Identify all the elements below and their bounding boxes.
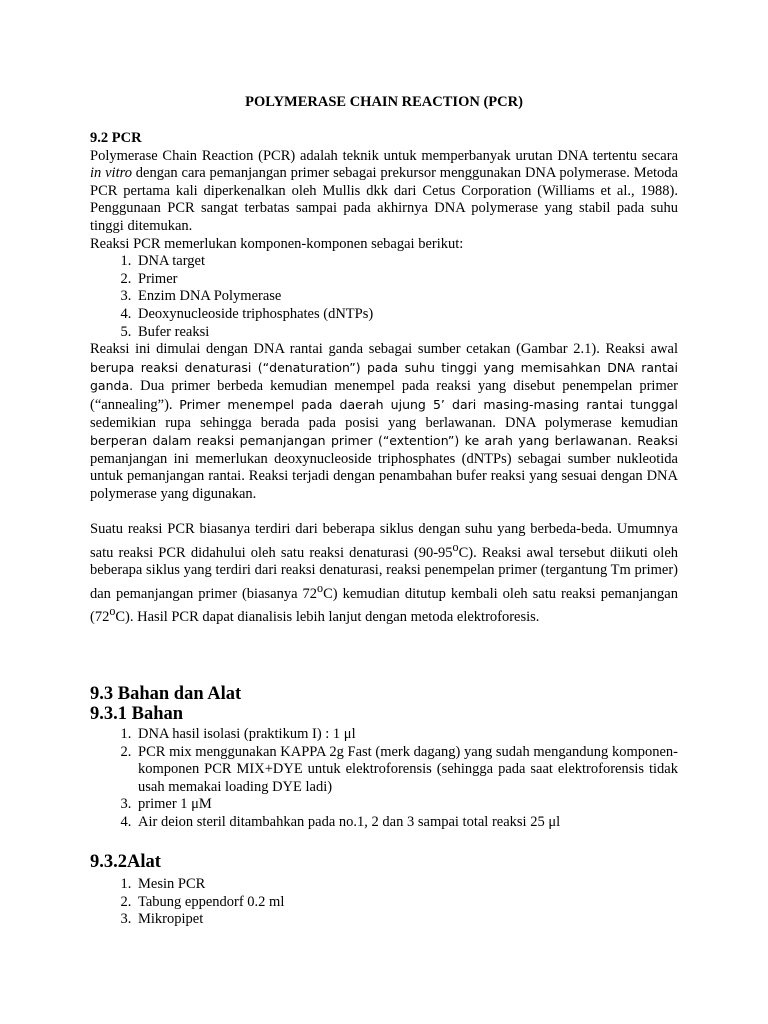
cycles-text-c: C) kemudian ditutup kembali oleh satu reaksi pemanjangan (72 — [90, 585, 678, 625]
paragraph-intro-text-a: Polymerase Chain Reaction (PCR) adalah teknik untuk memperbanyak urutan DNA tertentu secara — [90, 147, 678, 164]
subsection-heading-alat: 9.3.2Alat — [90, 852, 161, 872]
reaction-text-5: sedemikian rupa sehingga berada pada posisi yang berlawanan. DNA polymerase kemudian — [90, 414, 678, 431]
degree-superscript: o — [317, 580, 324, 595]
subsection-heading-bahan: 9.3.1 Bahan — [90, 704, 184, 724]
section-9-3 — [90, 684, 678, 832]
reaction-text-6: berperan dalam reaksi pemanjangan primer (“extention”) ke arah yang berlawanan. Reaksi — [90, 433, 678, 449]
list-item: 1. DNA hasil isolasi (praktikum I) : 1 μl — [135, 726, 678, 744]
list-item: 2. PCR mix menggunakan KAPPA 2g Fast (merk dagang) yang sudah mengandung komponen-komponen PCR MIX+DYE untuk elektroforensis (sehingga pada saat elektroforensis tidak usah memakai loading DYE ladi) — [135, 744, 678, 797]
components-list — [90, 253, 678, 341]
reaction-text-7: pemanjangan ini memerlukan deoxynucleoside triphosphates (dNTPs) sebagai sumber nukleotida untuk pemanjangan rantai. Reaksi terjadi dengan penambahan bufer reaksi yang sesuai dengan DNA polymerase yang digunakan. — [90, 450, 678, 502]
list-item: 1. DNA target — [135, 253, 678, 271]
degree-superscript: o — [452, 539, 459, 554]
list-item: 4. Deoxynucleoside triphosphates (dNTPs) — [135, 306, 678, 324]
paragraph-components-intro: Reaksi PCR memerlukan komponen-komponen sebagai berikut: — [90, 235, 464, 252]
paragraph-intro-text-b: dengan cara pemanjangan primer sebagai prekursor menggunakan DNA polymerase. Metoda PCR pertama kali diperkenalkan oleh Mullis dkk dari Cetus Corporation (Williams et al., 1988). Penggunaan PCR sangat terbatas sampai pada akhirnya DNA polymerase yang stabil pada suhu tinggi ditemukan. — [90, 165, 678, 234]
reaction-text-1: Reaksi ini dimulai dengan DNA rantai ganda sebagai sumber cetakan (Gambar 2.1). Reaksi awal — [90, 341, 678, 358]
list-item: 4. Air deion steril ditambahkan pada no.1, 2 dan 3 sampai total reaksi 25 μl — [135, 814, 678, 832]
reaction-text-2: berupa reaksi denaturasi (“denaturation”) pada suhu tinggi yang memisahkan DNA rantai ganda. — [90, 359, 678, 394]
section-heading-9-3: 9.3 Bahan dan Alat — [90, 684, 242, 704]
bahan-list — [90, 726, 678, 832]
paragraph-reaction — [90, 341, 678, 503]
section-9-2 — [90, 130, 678, 627]
reaction-text-4: Primer menempel pada daerah ujung 5’ dari masing-masing rantai tunggal — [179, 396, 678, 412]
reaction-text-3: Dua primer berbeda kemudian menempel pada reaksi yang disebut penempelan primer (“annealing”). — [90, 378, 678, 413]
section-heading-9-2: 9.2 PCR — [90, 130, 142, 146]
alat-list — [90, 876, 678, 929]
cycles-text-d: C). Hasil PCR dapat dianalisis lebih lanjut dengan metoda elektroforesis. — [115, 608, 540, 625]
list-item: 1. Mesin PCR — [135, 876, 678, 894]
cycles-text-b: C). Reaksi awal tersebut diikuti oleh beberapa siklus yang terdiri dari reaksi denaturasi, reaksi penempelan primer (tergantung Tm primer) dan pemanjangan primer (biasanya 72 — [90, 544, 679, 602]
cycles-text-a: Suatu reaksi PCR biasanya terdiri dari beberapa siklus dengan suhu yang berbeda-beda. Umumnya satu reaksi PCR didahului oleh satu reaksi denaturasi (90-95 — [90, 521, 678, 561]
degree-superscript: o — [109, 604, 116, 619]
paragraph-intro — [90, 148, 678, 236]
section-alat — [90, 852, 678, 929]
list-item: 2. Primer — [135, 271, 678, 289]
list-item: 3. Mikropipet — [135, 911, 678, 929]
list-item: 2. Tabung eppendorf 0.2 ml — [135, 894, 678, 912]
list-item: 3. primer 1 μM — [135, 796, 678, 814]
list-item: 3. Enzim DNA Polymerase — [135, 288, 678, 306]
paragraph-intro-italic: in vitro — [90, 165, 132, 182]
page-title: POLYMERASE CHAIN REACTION (PCR) — [245, 94, 523, 110]
paragraph-cycles — [90, 521, 678, 626]
list-item: 5. Bufer reaksi — [135, 324, 678, 342]
